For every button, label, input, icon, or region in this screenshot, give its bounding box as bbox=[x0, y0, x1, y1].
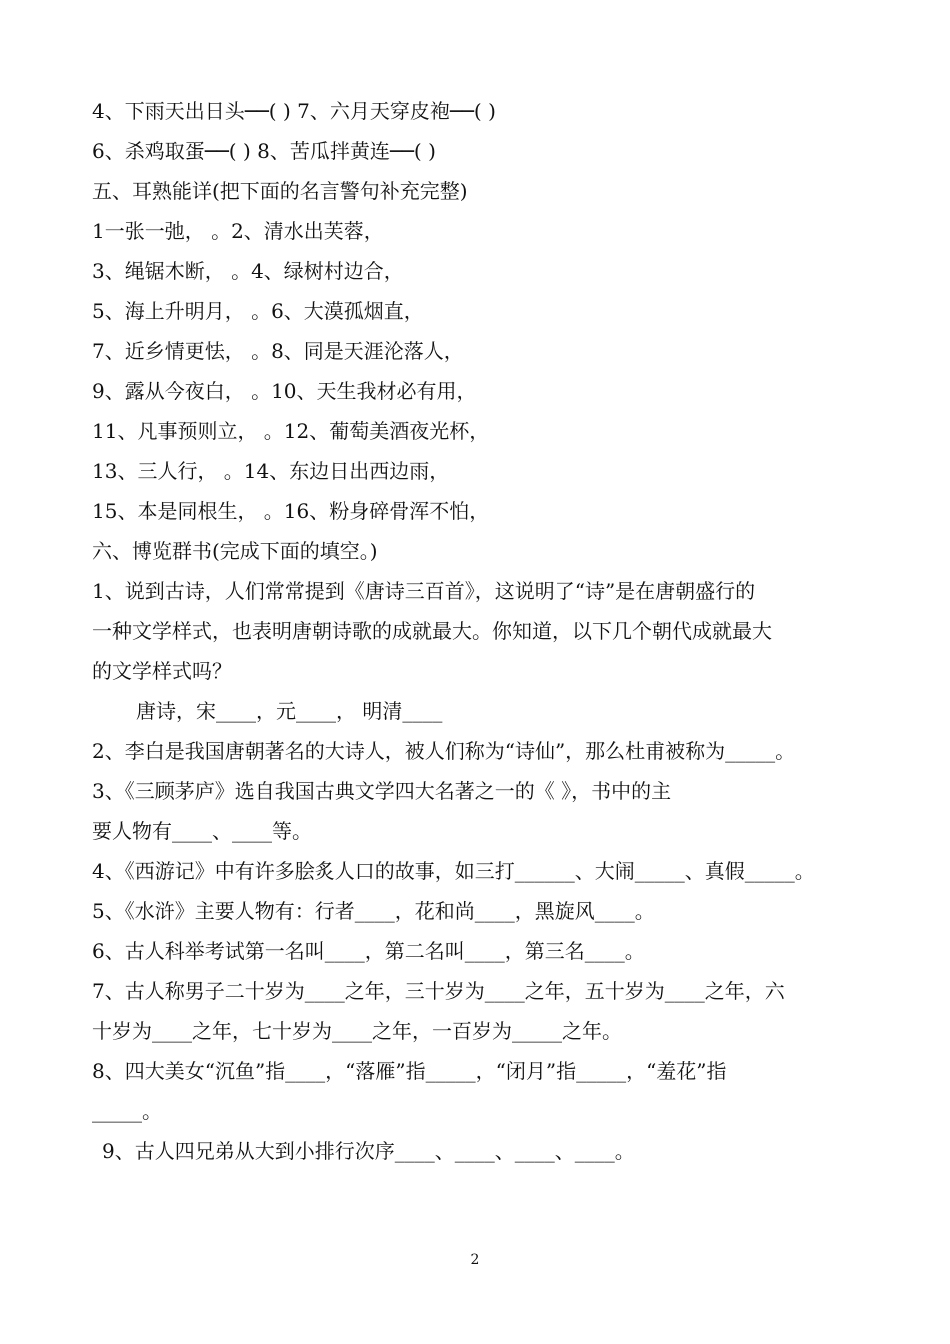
text-line: 9、古人四兄弟从大到小排行次序____、____、____、____。 bbox=[102, 1139, 635, 1163]
text-line: 11、凡事预则立， 。12、葡萄美酒夜光杯， bbox=[92, 419, 490, 443]
section-heading: 五、耳熟能详(把下面的名言警句补充完整) bbox=[92, 179, 468, 203]
text-line: 2、李白是我国唐朝著名的大诗人，被人们称为“诗仙”，那么杜甫被称为_____。 bbox=[92, 739, 796, 763]
text-line: 唐诗，宋____，元____， 明清____ bbox=[136, 699, 443, 723]
text-line: 5、海上升明月， 。6、大漠孤烟直， bbox=[92, 299, 424, 323]
text-line: 9、露从今夜白， 。10、天生我材必有用， bbox=[92, 379, 477, 403]
text-line: 1、说到古诗，人们常常提到《唐诗三百首》，这说明了“诗”是在唐朝盛行的 bbox=[92, 579, 756, 603]
text-line: 6、杀鸡取蛋──( ) 8、苦瓜拌黄连──( ) bbox=[92, 139, 436, 163]
text-line: 13、三人行， 。14、东边日出西边雨， bbox=[92, 459, 450, 483]
text-line: 15、本是同根生， 。16、粉身碎骨浑不怕， bbox=[92, 499, 490, 523]
text-line: 4、《西游记》中有许多脍炙人口的故事，如三打______、大闹_____、真假_____。 bbox=[92, 859, 815, 883]
text-line: 3、绳锯木断， 。4、绿树村边合， bbox=[92, 259, 404, 283]
text-line: 十岁为____之年，七十岁为____之年，一百岁为_____之年。 bbox=[92, 1019, 622, 1043]
text-line: 5、《水浒》主要人物有：行者____，花和尚____，黑旋风____。 bbox=[92, 899, 655, 923]
text-line: 要人物有____、____等。 bbox=[92, 819, 312, 843]
page-number: 2 bbox=[470, 1252, 480, 1268]
text-line: _____。 bbox=[92, 1099, 162, 1123]
text-line: 3、《三顾茅庐》选自我国古典文学四大名著之一的《 》，书中的主 bbox=[92, 779, 672, 803]
text-line: 6、古人科举考试第一名叫____，第二名叫____，第三名____。 bbox=[92, 939, 645, 963]
text-line: 的文学样式吗？ bbox=[92, 659, 232, 683]
text-line: 7、古人称男子二十岁为____之年，三十岁为____之年，五十岁为____之年，六 bbox=[92, 979, 785, 1003]
text-line: 4、下雨天出日头──( ) 7、六月天穿皮袍──( ) bbox=[92, 99, 496, 123]
text-line: 8、四大美女“沉鱼”指____，“落雁”指_____，“闭月”指_____，“羞花”指 bbox=[92, 1059, 727, 1083]
text-line: 一种文学样式，也表明唐朝诗歌的成就最大。你知道，以下几个朝代成就最大 bbox=[92, 619, 772, 643]
text-line: 1一张一弛， 。2、清水出芙蓉， bbox=[92, 219, 384, 243]
text-line: 7、近乡情更怯， 。8、同是天涯沦落人， bbox=[92, 339, 464, 363]
section-heading: 六、博览群书(完成下面的填空。) bbox=[92, 539, 378, 563]
